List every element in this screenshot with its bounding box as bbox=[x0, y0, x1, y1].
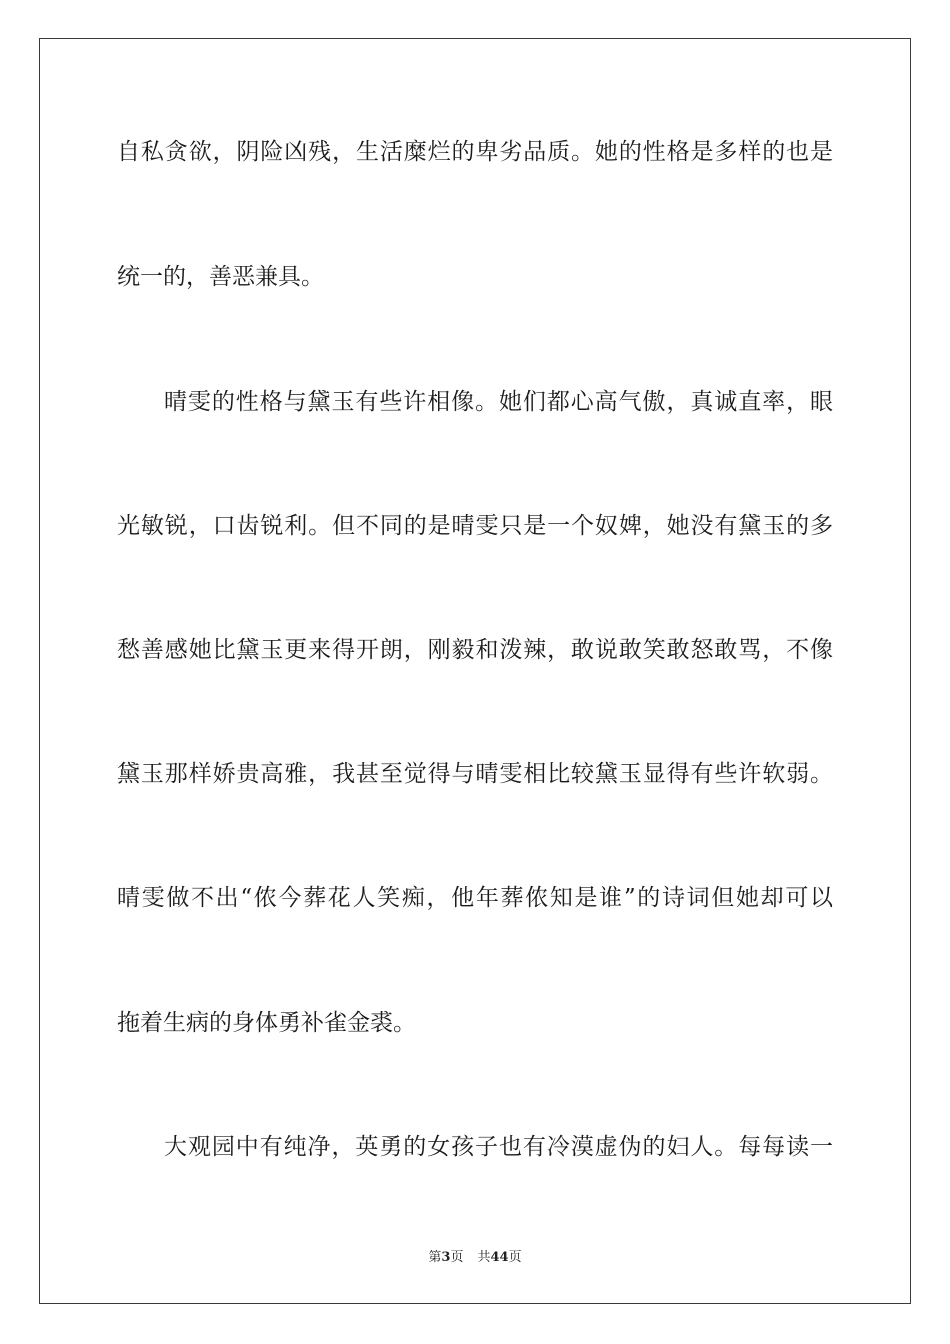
total-suffix: 页 bbox=[508, 1250, 522, 1265]
page-prefix: 第 bbox=[428, 1250, 442, 1265]
page-border bbox=[39, 38, 911, 1304]
body-line-7: 晴雯做不出“侬今葬花人笑痴，他年葬侬知是谁”的诗词但她却可以 bbox=[117, 885, 833, 911]
page-suffix: 页 bbox=[450, 1250, 464, 1265]
page-footer bbox=[0, 1246, 950, 1265]
total-prefix: 共 bbox=[477, 1250, 491, 1265]
page-number: 3 bbox=[441, 1250, 451, 1265]
body-line-6: 黛玉那样娇贵高雅，我甚至觉得与晴雯相比较黛玉显得有些许软弱。 bbox=[117, 761, 833, 787]
body-line-9: 大观园中有纯净，英勇的女孩子也有冷漠虚伪的妇人。每每读一 bbox=[164, 1134, 833, 1160]
total-pages: 44 bbox=[490, 1250, 509, 1265]
body-line-8: 拖着生病的身体勇补雀金裘。 bbox=[117, 1010, 416, 1036]
body-line-2: 统一的，善恶兼具。 bbox=[117, 264, 324, 290]
body-line-4: 光敏锐，口齿锐利。但不同的是晴雯只是一个奴婢，她没有黛玉的多 bbox=[117, 513, 833, 539]
body-line-1: 自私贪欲，阴险凶残，生活糜烂的卑劣品质。她的性格是多样的也是 bbox=[117, 139, 833, 165]
body-line-5: 愁善感她比黛玉更来得开朗，刚毅和泼辣，敢说敢笑敢怒敢骂，不像 bbox=[117, 637, 833, 663]
body-line-3: 晴雯的性格与黛玉有些许相像。她们都心高气傲，真诚直率，眼 bbox=[164, 389, 833, 415]
